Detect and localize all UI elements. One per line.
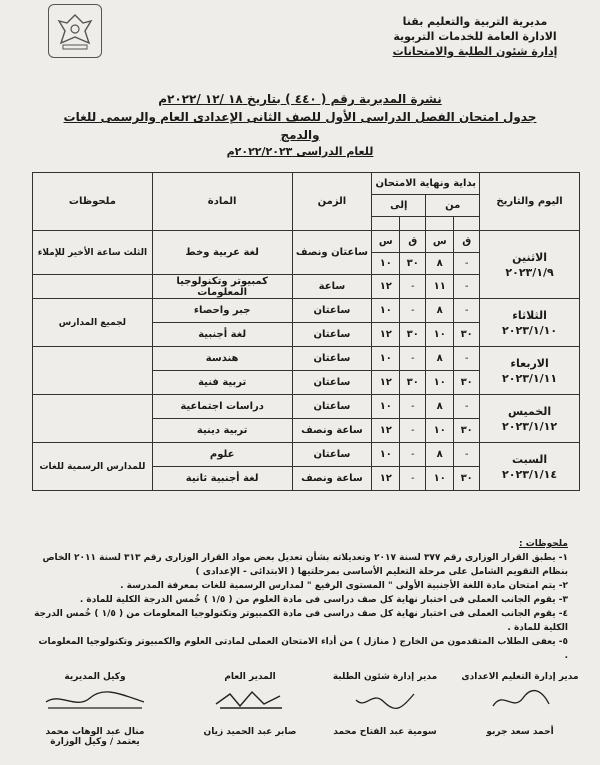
signature-name: سومية عبد الفتاح محمد xyxy=(333,727,437,737)
signature-name: أحمد سعد جربو xyxy=(486,727,554,737)
eagle-emblem-icon xyxy=(53,9,97,53)
to-q: ٣٠ xyxy=(400,323,426,347)
to-q: - xyxy=(400,395,426,419)
subject-cell: جبر واحصاء xyxy=(152,299,292,323)
duration-cell: ساعة ونصف xyxy=(292,419,372,443)
duration-cell: ساعتان xyxy=(292,443,372,467)
subject-cell: لغة عربية وخط xyxy=(152,231,292,275)
from-s: ٨ xyxy=(426,347,454,371)
signature-title: وكيل المديرية xyxy=(64,672,126,682)
note-item: ٤- يقوم الجانب العملى فى اختبار نهاية كل صف دراسى فى مادة الكمبيوتر وتكنولوجيا المعلومات من ( ١/٥ ) خُمس الدرجة الكلية للمادة . xyxy=(34,609,568,633)
signature-block xyxy=(20,672,170,747)
note-item: ٢- يتم امتحان مادة اللغة الأجنبية الأولى " المستوى الرفيع " لمدارس الرسمية للغات بمعرفة المدرسة . xyxy=(120,581,568,591)
from-q: ٣٠ xyxy=(454,419,480,443)
bulletin-title: جدول امتحان الفصل الدراسى الأول للصف الثانى الإعدادى العام والرسمى للغات والدمج xyxy=(63,110,537,142)
to-s: ١٠ xyxy=(372,299,400,323)
day-cell-saturday: السبت ٢٠٢٣/١/١٤ xyxy=(480,443,580,491)
header-from: من xyxy=(426,195,480,217)
header-subject: المادة xyxy=(152,173,292,231)
to-q: - xyxy=(400,347,426,371)
to-s: ١٠ xyxy=(372,395,400,419)
note-item: ١- يطبق القرار الوزارى رقم ٣٧٧ لسنة ٢٠١٧ وتعديلاته بشأن تعديل بعض مواد القرار الوزارى رقم ٣١٣ لسنة ٢٠١١ الخاص بنظام التقويم الشامل على مرحلة التعليم الأساسى بمرحلتيها ( الابتدائى - الإعدادى ) xyxy=(42,553,568,577)
signature-subtitle: يعتمد / وكيل الوزارة xyxy=(50,737,140,747)
signature-title: مدير إدارة التعليم الاعدادى xyxy=(461,672,579,682)
from-s: ١٠ xyxy=(426,467,454,491)
from-s: ١٠ xyxy=(426,371,454,395)
to-s: ١٢ xyxy=(372,323,400,347)
subject-cell: كمبيوتر وتكنولوجيا المعلومات xyxy=(152,275,292,299)
from-q: ٣٠ xyxy=(454,323,480,347)
unit-q: ق xyxy=(454,231,480,253)
duration-cell: ساعتان xyxy=(292,323,372,347)
note-cell xyxy=(33,347,153,395)
to-q: - xyxy=(400,419,426,443)
subject-cell: تربية فنية xyxy=(152,371,292,395)
subject-cell: هندسة xyxy=(152,347,292,371)
to-s: ١٠ xyxy=(372,253,400,275)
day-cell-wednesday: الاربعاء ٢٠٢٣/١/١١ xyxy=(480,347,580,395)
signature-name: منال عبد الوهاب محمد xyxy=(45,727,145,737)
to-s: ١٠ xyxy=(372,443,400,467)
from-q: - xyxy=(454,395,480,419)
notes-heading: ملحوظات : xyxy=(518,539,568,549)
from-s: ٨ xyxy=(426,299,454,323)
header-start-end: بداية ونهاية الامتحان xyxy=(372,173,480,195)
header-line-1: مديرية التربية والتعليم بقنا xyxy=(402,15,548,28)
from-q: - xyxy=(454,443,480,467)
signature-name: صابر عبد الحميد زيان xyxy=(203,727,297,737)
header-day: اليوم والتاريخ xyxy=(480,173,580,231)
signature-block xyxy=(460,672,580,737)
from-q: - xyxy=(454,253,480,275)
from-s: ٨ xyxy=(426,443,454,467)
header-duration: الزمن xyxy=(292,173,372,231)
signature-title: مدير إدارة شئون الطلبة xyxy=(332,672,438,682)
note-cell xyxy=(33,275,153,299)
from-s: ١١ xyxy=(426,275,454,299)
subject-cell: لغة أجنبية ثانية xyxy=(152,467,292,491)
from-q: - xyxy=(454,347,480,371)
from-q: - xyxy=(454,275,480,299)
subject-cell: دراسات اجتماعية xyxy=(152,395,292,419)
day-cell-monday: الاثنين ٢٠٢٣/١/٩ xyxy=(480,231,580,299)
note-item: ٣- يقوم الجانب العملى فى اختبار نهاية كل صف دراسى فى مادة العلوم من ( ١/٥ ) خُمس الدرجة الكلية للمادة . xyxy=(79,595,568,605)
duration-cell: ساعتان xyxy=(292,299,372,323)
day-cell-thursday: الخميس ٢٠٢٣/١/١٢ xyxy=(480,395,580,443)
header-line-2: الادارة العامة للخدمات التربوية xyxy=(393,30,557,43)
day-cell-tuesday: الثلاثاء ٢٠٢٣/١/١٠ xyxy=(480,299,580,347)
header-line-3: إدارة شئون الطلبة والامتحانات xyxy=(392,45,558,58)
to-q: ٣٠ xyxy=(400,253,426,275)
to-q: - xyxy=(400,299,426,323)
to-q: - xyxy=(400,275,426,299)
to-q: - xyxy=(400,443,426,467)
from-s: ٨ xyxy=(426,395,454,419)
from-s: ٨ xyxy=(426,253,454,275)
to-q: - xyxy=(400,467,426,491)
notes-section xyxy=(32,537,568,663)
exam-schedule-table xyxy=(32,172,580,491)
note-cell: لجميع المدارس xyxy=(33,299,153,347)
emblem-logo xyxy=(48,4,102,58)
to-s: ١٢ xyxy=(372,419,400,443)
from-s: ١٠ xyxy=(426,323,454,347)
header-notes: ملحوظات xyxy=(33,173,153,231)
signatures xyxy=(20,672,580,762)
from-q: ٣٠ xyxy=(454,467,480,491)
from-q: - xyxy=(454,299,480,323)
from-s: ١٠ xyxy=(426,419,454,443)
handwritten-signature-icon xyxy=(485,686,555,714)
note-cell xyxy=(33,395,153,443)
ministry-header xyxy=(380,14,570,59)
duration-cell: ساعتان ونصف xyxy=(292,231,372,275)
to-q: ٣٠ xyxy=(400,371,426,395)
note-cell: للمدارس الرسمية للغات xyxy=(33,443,153,491)
unit-s: س xyxy=(426,231,454,253)
bulletin-number: نشرة المديرية رقم ( ٤٤٠ ) بتاريخ ١٨ /١٢ /٢٠٢٢م xyxy=(158,92,442,106)
to-s: ١٢ xyxy=(372,467,400,491)
subject-cell: علوم xyxy=(152,443,292,467)
signature-block xyxy=(325,672,445,737)
unit-s: س xyxy=(372,231,400,253)
bulletin-titles xyxy=(60,90,540,160)
from-q: ٣٠ xyxy=(454,371,480,395)
signature-title: المدير العام xyxy=(224,672,276,682)
to-s: ١٢ xyxy=(372,371,400,395)
duration-cell: ساعتان xyxy=(292,395,372,419)
to-s: ١٢ xyxy=(372,275,400,299)
academic-year: للعام الدراسى ٢٠٢٢/٢٠٢٣م xyxy=(226,145,374,158)
duration-cell: ساعة ونصف xyxy=(292,467,372,491)
handwritten-signature-icon xyxy=(350,686,420,714)
signature-block xyxy=(190,672,310,737)
to-s: ١٠ xyxy=(372,347,400,371)
unit-q: ق xyxy=(400,231,426,253)
subject-cell: تربية دينية xyxy=(152,419,292,443)
duration-cell: ساعتان xyxy=(292,371,372,395)
note-item: ٥- يعفى الطلاب المتقدمون من الخارج ( منازل ) من أداء الامتحان العملى لمادتى العلوم والكمبيوتر وتكنولوجيا المعلومات . xyxy=(38,637,568,661)
handwritten-signature-icon xyxy=(40,686,150,714)
handwritten-signature-icon xyxy=(210,686,290,714)
subject-cell: لغة أجنبية xyxy=(152,323,292,347)
note-cell: الثلث ساعة الأخير للإملاء xyxy=(33,231,153,275)
duration-cell: ساعة xyxy=(292,275,372,299)
header-to: إلى xyxy=(372,195,426,217)
duration-cell: ساعتان xyxy=(292,347,372,371)
